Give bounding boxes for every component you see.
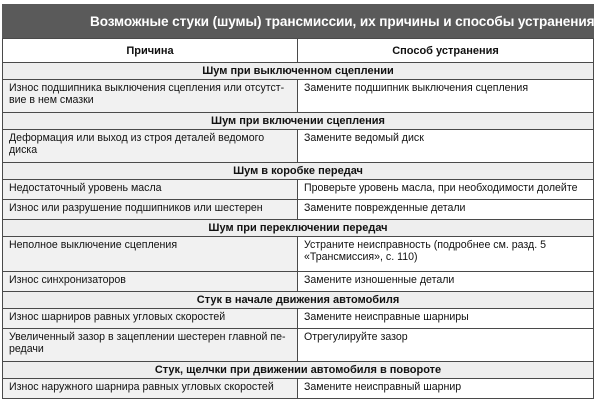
section-heading: Стук, щелчки при движении автомобиля в повороте — [3, 362, 594, 379]
section-heading: Шум при выключенном сцеплении — [3, 63, 594, 80]
cause-cell: Неполное выключение сцепления — [3, 237, 298, 272]
cause-cell: Увеличенный зазор в зацеплении шестерен главной пе-редачи — [3, 329, 298, 362]
fix-cell: Отрегулируйте зазор — [298, 329, 594, 362]
table-row — [3, 200, 594, 220]
troubleshooting-table — [2, 38, 594, 399]
section-heading: Шум при включении сцепления — [3, 113, 594, 130]
table-row — [3, 329, 594, 362]
section-row — [3, 163, 594, 180]
fix-cell: Устраните неисправность (подробнее см. разд. 5 «Трансмиссия», с. 110) — [298, 237, 594, 272]
table-title: Возможные стуки (шумы) трансмиссии, их причины и способы устранения — [2, 4, 594, 38]
column-header-fix: Способ устранения — [298, 39, 594, 63]
cause-cell: Деформация или выход из строя деталей ведомого диска — [3, 130, 298, 163]
section-heading: Шум в коробке передач — [3, 163, 594, 180]
section-row — [3, 220, 594, 237]
section-row — [3, 292, 594, 309]
cause-cell: Износ синхронизаторов — [3, 272, 298, 292]
section-row — [3, 362, 594, 379]
fix-cell: Замените изношенные детали — [298, 272, 594, 292]
table-row — [3, 130, 594, 163]
fix-cell: Проверьте уровень масла, при необходимости долейте — [298, 180, 594, 200]
fix-cell: Замените поврежденные детали — [298, 200, 594, 220]
column-header-cause: Причина — [3, 39, 298, 63]
table-row — [3, 309, 594, 329]
table-row — [3, 180, 594, 200]
table-row — [3, 237, 594, 272]
cause-cell: Износ подшипника выключения сцепления или отсутст-вие в нем смазки — [3, 80, 298, 113]
table-row — [3, 272, 594, 292]
section-row — [3, 63, 594, 80]
cause-cell: Износ шарниров равных угловых скоростей — [3, 309, 298, 329]
table-row — [3, 80, 594, 113]
fix-cell: Замените неисправные шарниры — [298, 309, 594, 329]
cause-cell: Износ или разрушение подшипников или шестерен — [3, 200, 298, 220]
section-row — [3, 113, 594, 130]
fix-cell: Замените ведомый диск — [298, 130, 594, 163]
header-row — [3, 39, 594, 63]
fix-cell: Замените подшипник выключения сцепления — [298, 80, 594, 113]
cause-cell: Износ наружного шарнира равных угловых скоростей — [3, 379, 298, 399]
section-heading: Стук в начале движения автомобиля — [3, 292, 594, 309]
cause-cell: Недостаточный уровень масла — [3, 180, 298, 200]
table-row — [3, 379, 594, 399]
section-heading: Шум при переключении передач — [3, 220, 594, 237]
fix-cell: Замените неисправный шарнир — [298, 379, 594, 399]
